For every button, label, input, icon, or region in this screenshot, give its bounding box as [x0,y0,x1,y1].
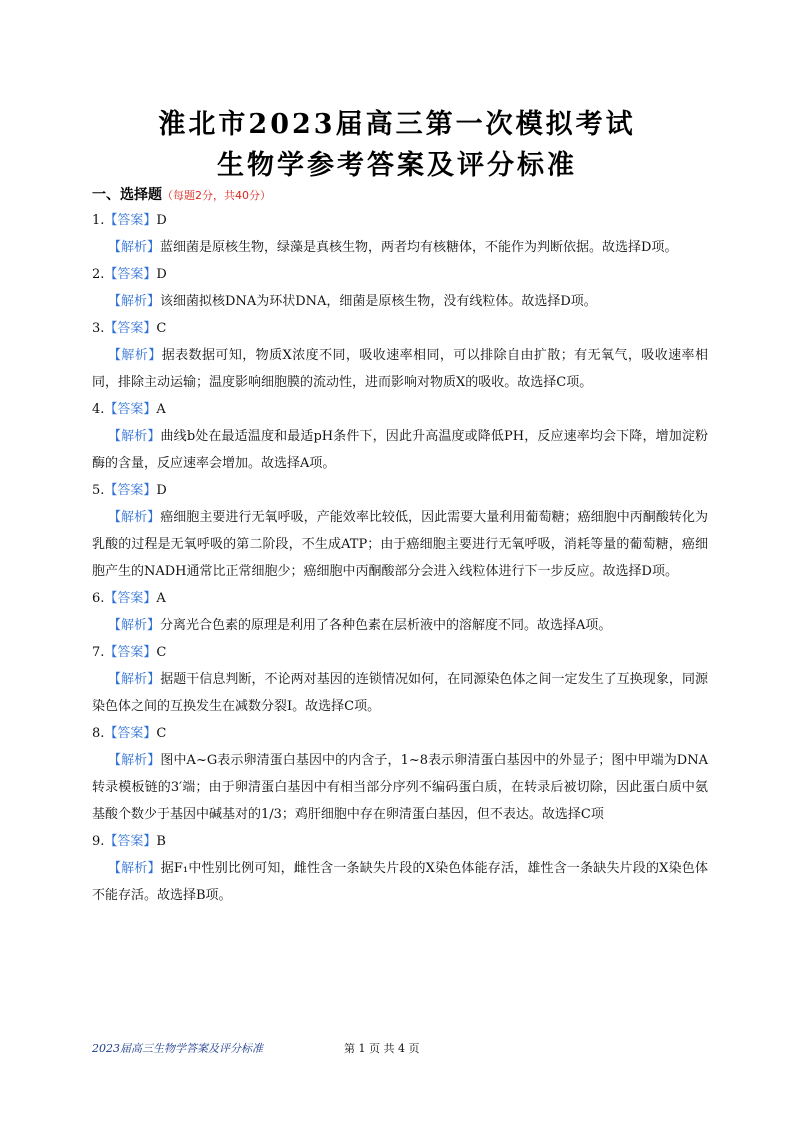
question-item [92,261,708,315]
explanation-label: 【解析】 [108,672,161,687]
answer-value: C [156,645,167,660]
footer-doc-name: 2023届高三生物学答案及评分标准 [92,1042,263,1055]
explanation-text: 曲线b处在最适温度和最适pH条件下，因此升高温度或降低PH，反应速率均会下降，增加淀粉酶的含量，反应速率会增加。故选择A项。 [92,429,708,471]
answer-label: 【答案】 [104,483,157,498]
explanation-label: 【解析】 [108,348,162,363]
answer-line [92,828,708,855]
question-item [92,207,708,261]
answer-value: D [156,267,167,282]
explanation [92,342,708,396]
answer-value: D [156,213,167,228]
question-item [92,828,708,909]
answer-label: 【答案】 [104,267,157,282]
answer-line [92,207,708,234]
question-number: 3. [92,321,105,336]
answer-value: A [156,591,166,606]
question-item [92,720,708,828]
question-item [92,639,708,720]
answer-value: B [156,834,166,849]
explanation-text: 图中A~G表示卵清蛋白基因中的内含子，1~8表示卵清蛋白基因中的外显子；图中甲端为DNA转录模板链的3′端；由于卵清蛋白基因中有相当部分序列不编码蛋白质，在转录后被切除，因此蛋白质中氨基酸个数少于基因中碱基对的1/3；鸡肝细胞中存在卵清蛋白基因，但不表达。故选择C项 [92,753,708,822]
answer-line [92,477,708,504]
answer-label: 【答案】 [104,645,157,660]
explanation-text: 据题干信息判断，不论两对基因的连锁情况如何，在同源染色体之间一定发生了互换现象，同源染色体之间的互换发生在减数分裂Ⅰ。故选择C项。 [92,672,708,714]
section-label: 一、选择题 [92,187,162,203]
explanation-label: 【解析】 [108,753,161,768]
footer-page-number: 第 1 页 共 4 页 [344,1042,420,1055]
question-item [92,585,708,639]
question-number: 8. [92,726,105,741]
answer-label: 【答案】 [104,402,157,417]
answer-value: C [156,726,167,741]
explanation [92,747,708,828]
answer-value: C [156,321,167,336]
page-subtitle: 生物学参考答案及评分标准 [217,150,577,181]
answer-line [92,261,708,288]
section-note: （每题2分，共40分） [162,189,271,202]
explanation-label: 【解析】 [108,618,161,633]
explanation-text: 据表数据可知，物质X浓度不同，吸收速率相同，可以排除自由扩散；有无氧气，吸收速率相同，排除主动运输；温度影响细胞膜的流动性，进而影响对物质X的吸收。故选择C项。 [92,348,708,390]
explanation [92,288,708,315]
explanation-text: 蓝细菌是原核生物，绿藻是真核生物，两者均有核糖体，不能作为判断依据。故选择D项。 [160,240,678,255]
explanation-label: 【解析】 [108,510,161,525]
question-number: 7. [92,645,105,660]
answer-line [92,585,708,612]
answer-line [92,396,708,423]
explanation [92,612,708,639]
answer-label: 【答案】 [104,591,157,606]
explanation-text: 分离光合色素的原理是利用了各种色素在层析液中的溶解度不同。故选择A项。 [160,618,612,633]
question-number: 4. [92,402,105,417]
page-title: 淮北市2023届高三第一次模拟考试 [158,109,636,140]
question-number: 1. [92,213,105,228]
answer-list [92,207,708,909]
answer-label: 【答案】 [104,726,157,741]
explanation-label: 【解析】 [108,294,161,309]
explanation-label: 【解析】 [108,240,161,255]
question-item [92,315,708,396]
explanation-text: 癌细胞主要进行无氧呼吸，产能效率比较低，因此需要大量利用葡萄糖；癌细胞中丙酮酸转化为乳酸的过程是无氧呼吸的第二阶段，不生成ATP；由于癌细胞主要进行无氧呼吸，消耗等量的葡萄糖，癌细胞产生的NADH通常比正常细胞少；癌细胞中丙酮酸部分会进入线粒体进行下一步反应。故选择D项。 [92,510,708,579]
question-item [92,477,708,585]
explanation-label: 【解析】 [108,861,161,876]
explanation-text: 该细菌拟核DNA为环状DNA，细菌是原核生物，没有线粒体。故选择D项。 [160,294,597,309]
answer-line [92,720,708,747]
explanation [92,666,708,720]
question-number: 5. [92,483,105,498]
answer-value: D [156,483,167,498]
answer-label: 【答案】 [104,834,157,849]
answer-label: 【答案】 [104,213,157,228]
explanation [92,234,708,261]
question-item [92,396,708,477]
explanation [92,855,708,909]
question-number: 2. [92,267,105,282]
answer-line [92,639,708,666]
answer-value: A [156,402,166,417]
question-number: 6. [92,591,105,606]
explanation-text: 据F₁中性别比例可知，雌性含一条缺失片段的X染色体能存活，雄性含一条缺失片段的X染色体不能存活。故选择B项。 [92,861,708,903]
question-number: 9. [92,834,105,849]
section-heading [92,184,271,204]
explanation [92,423,708,477]
explanation [92,504,708,585]
explanation-label: 【解析】 [108,429,161,444]
answer-line [92,315,708,342]
answer-label: 【答案】 [104,321,157,336]
